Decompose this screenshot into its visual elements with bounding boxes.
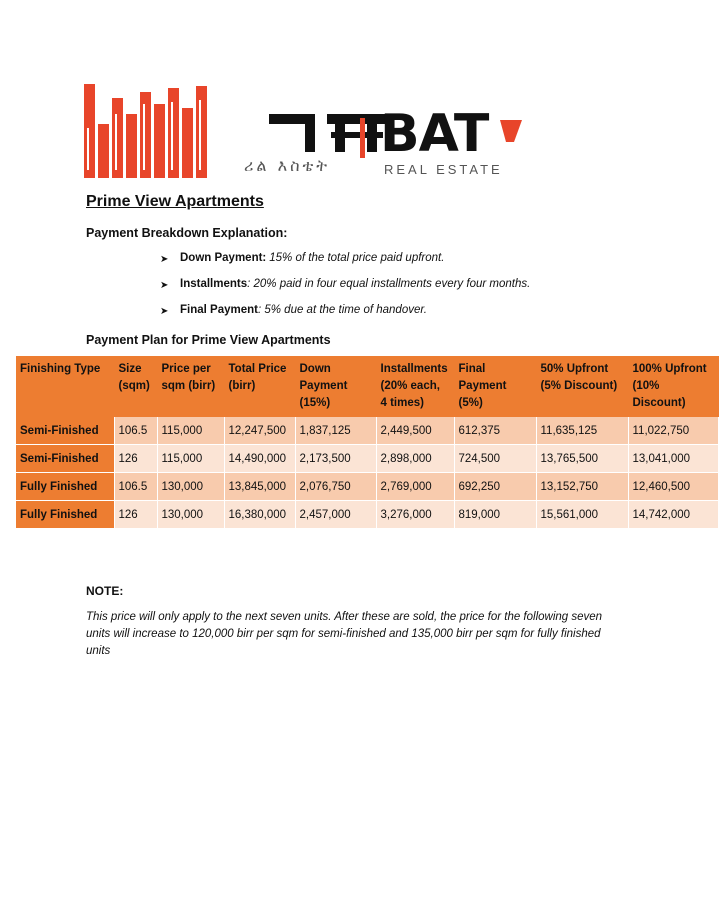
table-cell: 14,742,000 <box>628 501 718 529</box>
table-cell: Semi-Finished <box>16 445 114 473</box>
table-cell: 1,837,125 <box>295 417 376 445</box>
table-cell: Semi-Finished <box>16 417 114 445</box>
table-row <box>16 417 718 445</box>
table-cell: 2,173,500 <box>295 445 376 473</box>
table-cell: 2,457,000 <box>295 501 376 529</box>
logo-amharic-subtitle: ሪል እስቴት <box>244 156 331 175</box>
table-cell: 3,276,000 <box>376 501 454 529</box>
logo-brand-text: BAT <box>380 104 489 164</box>
note-text: This price will only apply to the next seven units. After these are sold, the price for the following seven units will increase to 120,000 birr per sqm for semi-finished and 135,000 birr per sqm for fully finished units <box>86 611 603 657</box>
table-cell: 106.5 <box>114 417 157 445</box>
bullet-text: 15% of the total price paid upfront. <box>269 252 445 264</box>
table-row <box>16 473 718 501</box>
table-cell: 15,561,000 <box>536 501 628 529</box>
payment-plan-table <box>16 356 719 529</box>
column-header: Installments (20% each, 4 times) <box>376 356 454 417</box>
table-cell: 2,769,000 <box>376 473 454 501</box>
logo-tick-icon <box>500 120 522 142</box>
table-cell: 724,500 <box>454 445 536 473</box>
column-header: Final Payment (5%) <box>454 356 536 417</box>
table-cell: 12,247,500 <box>224 417 295 445</box>
table-cell: 130,000 <box>157 501 224 529</box>
table-cell: 11,022,750 <box>628 417 718 445</box>
company-logo <box>84 84 524 178</box>
list-item <box>160 304 530 330</box>
payment-breakdown-list <box>160 252 530 330</box>
table-cell: 126 <box>114 445 157 473</box>
table-cell: Fully Finished <box>16 473 114 501</box>
logo-divider <box>360 118 365 158</box>
table-cell: 16,380,000 <box>224 501 295 529</box>
table-cell: 692,250 <box>454 473 536 501</box>
column-header: Finishing Type <box>16 356 114 417</box>
table-cell: 14,490,000 <box>224 445 295 473</box>
arrow-bullet-icon: ➤ <box>160 280 169 291</box>
column-header: Total Price (birr) <box>224 356 295 417</box>
bullet-text: : 20% paid in four equal installments every four months. <box>247 278 531 290</box>
table-header-row <box>16 356 718 417</box>
note-label: NOTE: <box>86 584 124 598</box>
table-cell: 13,152,750 <box>536 473 628 501</box>
column-header: Down Payment (15%) <box>295 356 376 417</box>
breakdown-heading: Payment Breakdown Explanation: <box>86 226 288 240</box>
column-header: Price per sqm (birr) <box>157 356 224 417</box>
bullet-label: Down Payment: <box>180 252 267 264</box>
table-cell: 11,635,125 <box>536 417 628 445</box>
page-title: Prime View Apartments <box>86 193 264 210</box>
table-cell: 13,765,500 <box>536 445 628 473</box>
table-cell: 13,845,000 <box>224 473 295 501</box>
arrow-bullet-icon: ➤ <box>160 254 169 265</box>
list-item <box>160 278 530 304</box>
building-bars-icon <box>84 84 216 178</box>
plan-heading: Payment Plan for Prime View Apartments <box>86 333 331 347</box>
logo-subtitle: REAL ESTATE <box>384 162 503 177</box>
table-cell: 612,375 <box>454 417 536 445</box>
table-cell: 2,898,000 <box>376 445 454 473</box>
column-header: 50% Upfront (5% Discount) <box>536 356 628 417</box>
bullet-text: : 5% due at the time of handover. <box>257 304 427 316</box>
table-cell: 2,076,750 <box>295 473 376 501</box>
table-cell: 819,000 <box>454 501 536 529</box>
list-item <box>160 252 530 278</box>
table-row <box>16 445 718 473</box>
table-cell: 126 <box>114 501 157 529</box>
column-header: Size (sqm) <box>114 356 157 417</box>
table-cell: 2,449,500 <box>376 417 454 445</box>
table-cell: 115,000 <box>157 417 224 445</box>
bullet-label: Final Payment <box>180 304 258 316</box>
table-cell: 13,041,000 <box>628 445 718 473</box>
bullet-label: Installments <box>180 278 248 290</box>
table-row <box>16 501 718 529</box>
table-cell: 12,460,500 <box>628 473 718 501</box>
table-cell: 130,000 <box>157 473 224 501</box>
table-cell: 115,000 <box>157 445 224 473</box>
table-cell: 106.5 <box>114 473 157 501</box>
column-header: 100% Upfront (10% Discount) <box>628 356 718 417</box>
arrow-bullet-icon: ➤ <box>160 306 169 317</box>
table-cell: Fully Finished <box>16 501 114 529</box>
